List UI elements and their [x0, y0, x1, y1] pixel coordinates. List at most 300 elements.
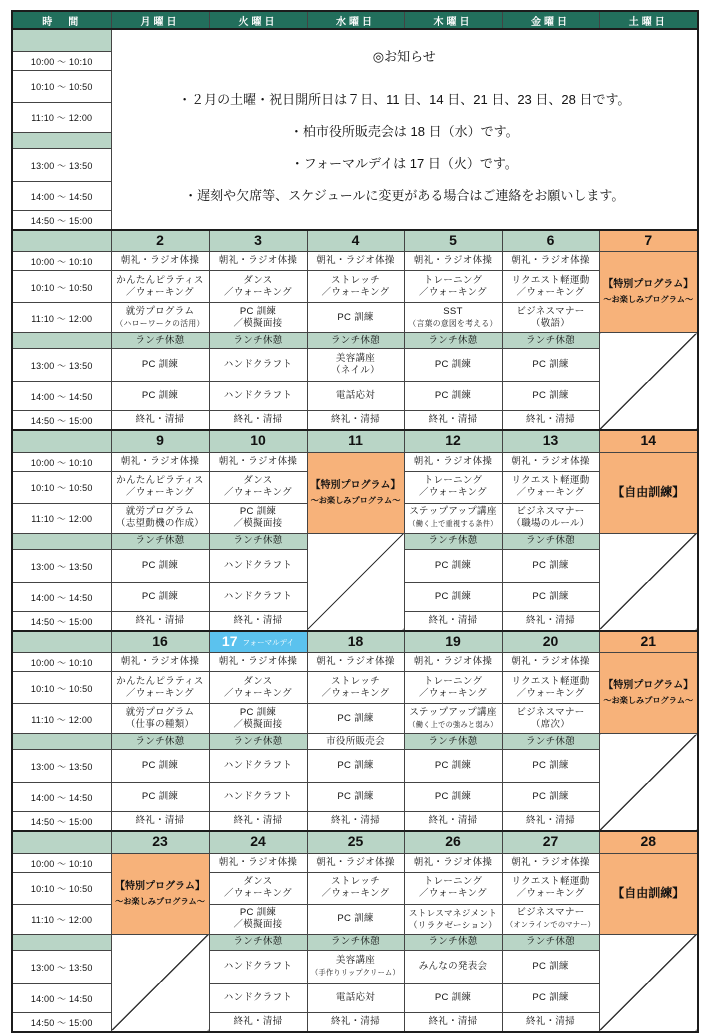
activity-line: 就労プログラム — [125, 305, 195, 317]
activity-line: 朝礼・ラジオ体操 — [511, 856, 590, 868]
special-program-line: 【特別プログラム】 — [603, 680, 694, 691]
time-slot-cell — [12, 70, 111, 102]
lunch-cell — [404, 333, 502, 349]
date-number: 23 — [152, 833, 168, 850]
activity-cell — [404, 582, 502, 611]
time-slot-cell — [12, 411, 111, 431]
week-row — [12, 452, 698, 471]
time-slot-cell — [12, 252, 111, 271]
activity-cell — [502, 611, 599, 631]
special-program-cell — [599, 452, 698, 533]
lunch-cell — [502, 333, 599, 349]
activity-cell — [404, 252, 502, 271]
lunch-cell — [502, 533, 599, 549]
activity-line: PC 訓練 — [141, 791, 179, 802]
activity-line: （言葉の意図を考える） — [408, 318, 498, 328]
special-program-line: 【特別プログラム】 — [115, 880, 205, 892]
activity-cell — [502, 853, 599, 872]
time-spacer-cell — [12, 230, 111, 252]
activity-cell — [111, 672, 209, 704]
time-spacer-cell — [12, 934, 111, 950]
activity-cell — [307, 411, 404, 431]
activity-cell — [404, 750, 502, 783]
date-number: 16 — [152, 632, 168, 649]
time-slot-label: 14:00 ～ 14:50 — [30, 592, 93, 603]
date-cell — [502, 831, 599, 853]
activity-cell — [209, 549, 307, 582]
week-row — [12, 271, 698, 303]
activity-cell — [502, 271, 599, 303]
date-number: 3 — [254, 231, 262, 248]
activity-line: 終礼・清掃 — [525, 414, 575, 425]
lunch-label: ランチ休憩 — [233, 535, 283, 546]
activity-cell — [111, 411, 209, 431]
activity-line: ／ウォーキング — [419, 487, 487, 498]
activity-line: （手作りリップクリーム） — [311, 968, 400, 977]
header-tuesday: 火曜日 — [209, 11, 307, 29]
activity-line: かんたんピラティス — [116, 675, 204, 687]
activity-cell — [209, 950, 307, 983]
activity-line: ストレッチ — [331, 675, 380, 687]
activity-line: トレーニング — [423, 274, 483, 286]
activity-line: PC 訓練 — [434, 559, 472, 571]
time-slot-cell — [12, 549, 111, 582]
activity-cell — [307, 271, 404, 303]
activity-line: 朝礼・ラジオ体操 — [511, 656, 590, 667]
activity-cell — [307, 872, 404, 904]
time-spacer-cell — [12, 29, 111, 51]
activity-line: かんたんピラティス — [116, 475, 204, 486]
header-wednesday: 水曜日 — [307, 11, 404, 29]
activity-line: PC 訓練 — [434, 791, 472, 802]
activity-cell — [307, 783, 404, 812]
time-slot-label: 10:00 ～ 10:10 — [30, 56, 93, 67]
date-cell — [111, 631, 209, 653]
closed-cell — [307, 533, 404, 631]
time-slot-label: 11:10 ～ 12:00 — [31, 915, 93, 925]
activity-line: PC 訓練 — [239, 706, 277, 718]
lunch-cell — [111, 533, 209, 549]
week-row — [12, 382, 698, 411]
date-number: 12 — [445, 432, 461, 449]
activity-line: 終礼・清掃 — [233, 414, 283, 425]
date-cell — [404, 631, 502, 653]
activity-cell — [502, 983, 599, 1012]
special-program-line: 【自由訓練】 — [612, 485, 685, 499]
date-number: 7 — [644, 231, 653, 248]
activity-line: トレーニング — [423, 876, 483, 887]
activity-line: 終礼・清掃 — [428, 815, 478, 826]
activity-line: （志望動機の作成） — [115, 518, 205, 529]
lunch-cell — [209, 333, 307, 349]
week-date-row — [12, 631, 698, 653]
activity-line: ダンス — [243, 475, 273, 486]
lunch-cell — [307, 934, 404, 950]
time-slot-label: 13:00 ～ 13:50 — [30, 160, 93, 171]
special-program-line: ～お楽しみプログラム～ — [603, 696, 694, 705]
date-cell — [502, 430, 599, 452]
activity-line: ステップアップ講座 — [409, 506, 497, 517]
activity-cell — [404, 783, 502, 812]
activity-line: ビジネスマナー — [516, 706, 585, 718]
time-slot-cell — [12, 51, 111, 70]
activity-cell — [307, 382, 404, 411]
activity-line: 終礼・清掃 — [330, 414, 380, 425]
activity-line: PC 訓練 — [239, 506, 277, 517]
event-label: 市役所販売会 — [326, 735, 385, 747]
activity-line: PC 訓練 — [434, 590, 472, 602]
lunch-label: ランチ休憩 — [135, 735, 185, 747]
activity-line: ／ウォーキング — [419, 687, 487, 699]
header-thursday: 木曜日 — [404, 11, 502, 29]
activity-cell — [502, 252, 599, 271]
activity-line: ハンドクラフト — [223, 559, 293, 571]
lunch-label: ランチ休憩 — [135, 535, 185, 546]
activity-cell — [502, 672, 599, 704]
activity-line: ダンス — [243, 876, 273, 887]
special-program-line: 【自由訓練】 — [612, 886, 685, 900]
activity-line: 終礼・清掃 — [135, 614, 185, 626]
activity-cell — [502, 503, 599, 533]
activity-line: 終礼・清掃 — [135, 414, 185, 425]
time-slot-label: 14:50 ～ 15:00 — [30, 416, 93, 426]
activity-cell — [307, 349, 404, 382]
activity-line: （仕事の種類） — [125, 718, 195, 730]
date-number: 9 — [156, 432, 164, 449]
activity-cell — [209, 411, 307, 431]
time-spacer-cell — [12, 132, 111, 148]
activity-line: PC 訓練 — [337, 760, 374, 771]
activity-cell — [404, 983, 502, 1012]
activity-cell — [111, 611, 209, 631]
lunch-cell — [502, 734, 599, 750]
activity-cell — [307, 750, 404, 783]
time-slot-cell — [12, 904, 111, 934]
date-number: 2 — [156, 231, 164, 248]
activity-cell — [209, 611, 307, 631]
activity-cell — [209, 704, 307, 734]
activity-cell — [111, 252, 209, 271]
activity-cell — [111, 549, 209, 582]
lunch-cell — [502, 934, 599, 950]
activity-line: リクエスト軽運動 — [511, 876, 590, 887]
special-program-cell — [307, 452, 404, 533]
activity-line: （働く上で重視する条件） — [408, 520, 498, 528]
activity-line: 朝礼・ラジオ体操 — [413, 455, 493, 467]
activity-line: 終礼・清掃 — [233, 614, 283, 626]
activity-line: （ハローワークの活用） — [115, 318, 205, 328]
activity-line: 朝礼・ラジオ体操 — [218, 255, 298, 266]
activity-cell — [307, 252, 404, 271]
activity-line: PC 訓練 — [434, 359, 472, 370]
activity-line: 電話応対 — [335, 390, 376, 401]
lunch-label: ランチ休憩 — [525, 735, 575, 747]
activity-line: PC 訓練 — [239, 907, 277, 918]
activity-line: PC 訓練 — [532, 760, 569, 771]
activity-cell — [111, 750, 209, 783]
date-cell — [404, 230, 502, 252]
special-program-line: ～お楽しみプログラム～ — [115, 896, 205, 906]
time-slot-label: 10:00 ～ 10:10 — [30, 257, 93, 267]
week-row — [12, 303, 698, 333]
special-program-line: ～お楽しみプログラム～ — [310, 495, 401, 505]
activity-cell — [502, 549, 599, 582]
time-slot-label: 10:10 ～ 10:50 — [30, 483, 93, 493]
activity-line: 朝礼・ラジオ体操 — [316, 656, 395, 667]
activity-line: リクエスト軽運動 — [511, 475, 590, 486]
activity-line: 終礼・清掃 — [525, 614, 575, 626]
date-number: 14 — [640, 432, 657, 449]
lunch-label: ランチ休憩 — [428, 735, 478, 747]
time-spacer-cell — [12, 333, 111, 349]
activity-cell — [111, 303, 209, 333]
time-slot-cell — [12, 582, 111, 611]
activity-line: みんなの発表会 — [418, 960, 488, 972]
activity-cell — [404, 1012, 502, 1032]
activity-cell — [404, 950, 502, 983]
date-number: 28 — [640, 833, 657, 850]
activity-cell — [209, 452, 307, 471]
time-slot-cell — [12, 503, 111, 533]
activity-line: ／模擬面接 — [233, 317, 283, 329]
date-number: 6 — [546, 231, 555, 248]
activity-line: ステップアップ講座 — [409, 706, 497, 718]
lunch-label: ランチ休憩 — [330, 334, 380, 346]
week-row — [12, 750, 698, 783]
activity-line: PC 訓練 — [337, 311, 374, 323]
date-cell — [111, 831, 209, 853]
activity-line: ／ウォーキング — [224, 888, 292, 899]
date-number: 20 — [542, 632, 559, 649]
time-slot-label: 14:00 ～ 14:50 — [30, 191, 93, 202]
date-number: 5 — [449, 231, 457, 248]
activity-cell — [307, 983, 404, 1012]
activity-cell — [502, 750, 599, 783]
activity-line: 朝礼・ラジオ体操 — [413, 856, 493, 868]
activity-cell — [209, 582, 307, 611]
activity-cell — [209, 382, 307, 411]
activity-line: （オンラインでのマナー） — [505, 921, 596, 929]
activity-cell — [307, 653, 404, 672]
activity-line: 朝礼・ラジオ体操 — [120, 455, 200, 467]
activity-cell — [209, 872, 307, 904]
activity-line: PC 訓練 — [434, 991, 472, 1003]
lunch-label: ランチ休憩 — [428, 334, 478, 346]
activity-cell — [502, 704, 599, 734]
activity-line: ／ウォーキング — [224, 687, 292, 699]
lunch-cell — [209, 934, 307, 950]
activity-line: （リラクゼーション） — [408, 920, 498, 930]
special-program-line: ～お楽しみプログラム～ — [603, 295, 694, 304]
activity-line: （敬語） — [530, 317, 571, 329]
time-slot-label: 13:00 ～ 13:50 — [30, 361, 93, 371]
activity-cell — [502, 582, 599, 611]
special-program-line: 【特別プログラム】 — [310, 479, 401, 491]
activity-line: リクエスト軽運動 — [511, 274, 590, 286]
activity-line: ／ウォーキング — [516, 286, 585, 298]
activity-line: ハンドクラフト — [223, 991, 293, 1003]
date-cell — [404, 831, 502, 853]
header-monday: 月曜日 — [111, 11, 209, 29]
week-row — [12, 411, 698, 431]
activity-cell — [502, 1012, 599, 1032]
date-number: 11 — [348, 432, 363, 449]
activity-cell — [111, 783, 209, 812]
date-cell — [502, 631, 599, 653]
activity-line: 就労プログラム — [125, 506, 195, 517]
date-cell — [209, 631, 307, 653]
activity-line: 朝礼・ラジオ体操 — [511, 455, 590, 467]
activity-cell — [404, 611, 502, 631]
week-row — [12, 672, 698, 704]
time-slot-cell — [12, 382, 111, 411]
activity-cell — [111, 382, 209, 411]
activity-cell — [502, 411, 599, 431]
activity-cell — [502, 303, 599, 333]
date-number: 13 — [542, 432, 559, 449]
lunch-cell — [209, 533, 307, 549]
activity-cell — [111, 653, 209, 672]
time-slot-cell — [12, 872, 111, 904]
activity-cell — [307, 904, 404, 934]
activity-line: ／ウォーキング — [224, 487, 292, 498]
lunch-label: ランチ休憩 — [330, 936, 380, 947]
lunch-label: ランチ休憩 — [428, 535, 478, 546]
activity-line: リクエスト軽運動 — [511, 675, 590, 687]
week-date-row — [12, 831, 698, 853]
notice-line: ・フォーマルデイは 17 日（火）です。 — [290, 155, 518, 171]
activity-line: ハンドクラフト — [223, 359, 293, 370]
activity-line: 終礼・清掃 — [428, 614, 478, 626]
time-slot-label: 14:50 ～ 15:00 — [30, 817, 93, 827]
date-number: 10 — [250, 432, 266, 449]
date-cell — [209, 230, 307, 252]
activity-line: ストレッチ — [331, 876, 380, 887]
activity-line: 終礼・清掃 — [428, 1015, 478, 1027]
special-program-cell — [599, 853, 698, 934]
activity-cell — [209, 303, 307, 333]
activity-cell — [404, 653, 502, 672]
activity-cell — [502, 904, 599, 934]
activity-line: ／ウォーキング — [224, 286, 292, 298]
activity-line: PC 訓練 — [141, 559, 179, 571]
date-number: 4 — [351, 231, 360, 248]
header-friday: 金曜日 — [502, 11, 599, 29]
activity-line: ／ウォーキング — [419, 286, 487, 298]
activity-line: ハンドクラフト — [223, 590, 293, 602]
activity-cell — [209, 812, 307, 832]
activity-cell — [502, 452, 599, 471]
week-row — [12, 333, 698, 349]
time-slot-label: 11:10 ～ 12:00 — [31, 113, 93, 123]
header-row — [12, 11, 698, 29]
week-date-row — [12, 430, 698, 452]
time-slot-cell — [12, 148, 111, 181]
activity-line: ／模擬面接 — [233, 919, 283, 930]
activity-line: 終礼・清掃 — [525, 1015, 575, 1027]
notice-line: ・遅刻や欠席等、スケジュールに変更がある場合はご連絡をお願いします。 — [184, 187, 625, 203]
time-slot-cell — [12, 471, 111, 503]
activity-line: 就労プログラム — [125, 706, 195, 718]
week-row — [12, 783, 698, 812]
notice-line: ・柏市役所販売会は 18 日（水）です。 — [289, 123, 519, 139]
time-slot-label: 13:00 ～ 13:50 — [30, 561, 93, 572]
activity-cell — [209, 904, 307, 934]
time-slot-label: 11:10 ～ 12:00 — [31, 313, 93, 324]
notice-line: ・２月の土曜・祝日開所日は７日、11 日、14 日、21 日、23 日、28 日です。 — [178, 91, 631, 107]
activity-cell — [307, 303, 404, 333]
date-number: 26 — [445, 833, 461, 850]
date-cell — [111, 230, 209, 252]
activity-cell — [111, 349, 209, 382]
activity-line: SST — [443, 305, 463, 317]
activity-line: ／模擬面接 — [233, 718, 283, 730]
activity-line: 朝礼・ラジオ体操 — [218, 856, 298, 868]
header-saturday: 土曜日 — [599, 11, 698, 29]
activity-line: 終礼・清掃 — [233, 1015, 283, 1027]
time-slot-label: 14:00 ～ 14:50 — [30, 993, 93, 1004]
date-number: 18 — [347, 632, 364, 649]
week-row — [12, 349, 698, 382]
time-slot-cell — [12, 783, 111, 812]
lunch-cell — [111, 333, 209, 349]
activity-line: ／ウォーキング — [321, 687, 390, 699]
closed-cell — [599, 533, 698, 631]
closed-cell — [599, 734, 698, 832]
activity-line: ダンス — [243, 274, 273, 286]
schedule-table — [11, 10, 699, 1033]
time-slot-label: 10:10 ～ 10:50 — [30, 82, 93, 92]
lunch-cell — [404, 734, 502, 750]
activity-cell — [307, 704, 404, 734]
time-slot-cell — [12, 102, 111, 132]
activity-line: ／ウォーキング — [126, 687, 194, 699]
activity-cell — [404, 672, 502, 704]
lunch-cell — [111, 734, 209, 750]
activity-cell — [209, 1012, 307, 1032]
activity-cell — [111, 271, 209, 303]
time-slot-label: 10:10 ～ 10:50 — [30, 282, 93, 293]
activity-cell — [209, 983, 307, 1012]
time-spacer-cell — [12, 533, 111, 549]
activity-line: ダンス — [243, 675, 273, 687]
date-cell — [209, 430, 307, 452]
activity-cell — [209, 349, 307, 382]
activity-cell — [209, 783, 307, 812]
time-slot-label: 11:10 ～ 12:00 — [31, 714, 93, 725]
activity-line: 朝礼・ラジオ体操 — [316, 856, 395, 868]
time-slot-cell — [12, 611, 111, 631]
activity-cell — [209, 503, 307, 533]
activity-line: ビジネスマナー — [516, 506, 585, 517]
activity-cell — [307, 672, 404, 704]
activity-line: 終礼・清掃 — [330, 815, 380, 826]
activity-line: ストレスマネジメント — [408, 908, 498, 918]
activity-line: ビジネスマナー — [516, 305, 585, 317]
lunch-label: ランチ休憩 — [525, 334, 575, 346]
date-number: 25 — [347, 833, 364, 850]
activity-cell — [209, 672, 307, 704]
activity-line: PC 訓練 — [434, 390, 472, 401]
activity-line: 朝礼・ラジオ体操 — [218, 656, 298, 667]
activity-line: PC 訓練 — [337, 712, 374, 724]
date-cell — [209, 831, 307, 853]
time-slot-label: 14:00 ～ 14:50 — [30, 392, 93, 402]
activity-cell — [209, 653, 307, 672]
lunch-label: ランチ休憩 — [428, 936, 478, 947]
activity-line: PC 訓練 — [532, 590, 569, 602]
time-slot-label: 11:10 ～ 12:00 — [31, 514, 93, 524]
